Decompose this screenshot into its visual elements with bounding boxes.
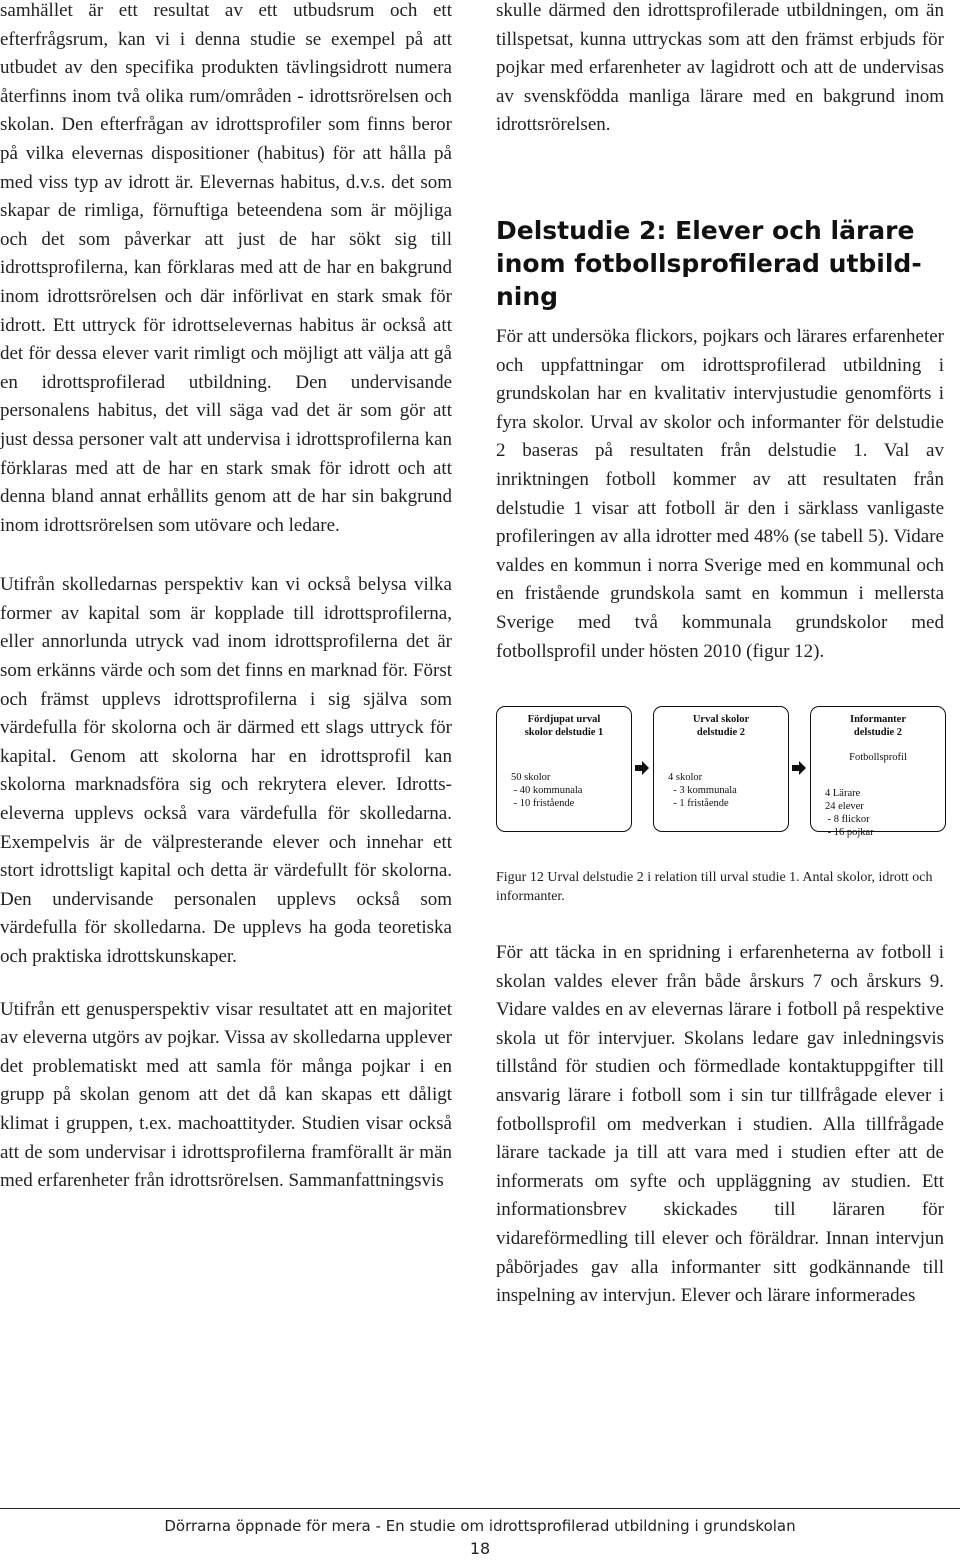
right-arrow-icon <box>634 760 650 776</box>
diagram-box-study2-informants <box>810 706 946 839</box>
body-paragraph: samhället är ett resultat av ett utbudsrum och ett efterfrågsrum, kan vi i denna studie se exempel på att utbudet av den specifika produkten tävlingsidrott numera återfinns inom två olika rum/områden - idrottsrörelsen och skolan. Den efterfrågan av idrottsprofiler som finns beror på vilka elevernas dispositioner (habitus) för att hålla på med viss typ av idrott är. Elevernas habitus, d.v.s. det som skapar de rimliga, förnuftiga beteendena som är möjliga och det som påverkar att just de har sökt sig till idrottsprofilerna, kan förklaras med att de har en bakgrund inom idrottsrörelsen och där införlivat en stark smak för idrott. Ett uttryck för idrottselevernas habitus är också att det för dessa elever varit rimligt och möjligt att välja att gå en idrottsprofilerad utbildning. Den undervisande personalens habitus, det vill säga vad det är som gör att just dessa personer valt att undervisa i idrottsprofilerna kan förklaras med att de har en stark smak för idrott och att denna bland annat erhållits genom att de har sin bakgrund inom idrottsrörelsen som utövare och ledare. <box>0 0 452 536</box>
footer-divider <box>0 1508 960 1509</box>
diagram-box-lines: 4 Lärare 24 elever - 8 flickor - 16 pojkar <box>825 788 874 839</box>
body-paragraph: skulle därmed den idrottsprofilerade utbildningen, om än tillspetsat, kunna uttryckas som att den främst erbjuds för pojkar med erfarenheter av lagidrott och att de undervisas av svenskfödda manliga lärare med en bakgrund inom idrottsrörelsen. <box>496 0 944 136</box>
left-column <box>0 0 452 1196</box>
body-paragraph: Utifrån ett genusperspektiv visar resultatet att en majoritet av eleverna utgörs av pojkar. Vissa av skolledarna upplever det problematiskt med att samla för många pojkar i en grupp på skolan genom att det då kan skapas ett dåligt klimat i gruppen, t.ex. machoattityder. Studien visar också att de som undervisar i idrottsprofilerna framförallt är män med erfarenheter från idrottsrörelsen. Sammanfattningsvis <box>0 998 452 1192</box>
diagram-box-study2-schools <box>653 706 789 832</box>
figure-caption: Figur 12 Urval delstudie 2 i relation till urval studie 1. Antal skolor, idrott och informanter. <box>496 870 933 905</box>
body-paragraph: För att täcka in en spridning i erfarenheterna av fotboll i skolan valdes elever från både årskurs 7 och årskurs 9. Vidare valdes en av elevernas lärare i fotboll på respektive skola ut för intervjuer. Skolans ledare gav inledningsvis tillstånd för studien och förmedlade kontaktuppgifter till ansvarig lärare i fotboll som i sin tur tillfrågade elever i fotbollsprofil om medverkan i studien. Alla tillfrågade lärare tackade ja till att vara med i studien efter att de informerats om syfte och uppläggning av studien. Ett informationsbrev skickades till läraren för vidareförmedling till elever och föräldrar. Innan intervjun påbörjades gav alla informanter sitt godkännande till inspelning av intervjun. Elever och lärare informerades <box>496 942 944 1307</box>
right-column <box>496 0 944 1311</box>
diagram-box-lines: 4 skolor - 3 kommunala - 1 fristående <box>668 772 737 810</box>
section-heading: Delstudie 2: Elever och lärare inom fotbollsprofilerad utbildning <box>496 215 922 311</box>
figure-12-diagram <box>496 692 944 868</box>
diagram-box-title: Informanter delstudie 2 <box>850 714 906 739</box>
diagram-box-title: Fördjupat urval skolor delstudie 1 <box>524 714 604 739</box>
body-paragraph: För att undersöka flickors, pojkars och lärares erfarenheter och uppfattningar om idrottsprofilerad utbildning i grundskolan har en kvalitativ intervjustudie genomförts i fyra skolor. Urval av skolor och informanter för delstudie 2 baseras på resultaten från delstudie 1. Val av inriktningen fotboll kommer av att resultaten från delstudie 1 visar att fotboll är den i särklass vanligaste profileringen av alla idrotter med 48% (se tabell 5). Vidare valdes en kommun i norra Sverige med en kommunal och en fristående grundskola samt en kommun i mellersta Sverige med två kommunala grundskolor med fotbollsprofil under hösten 2010 (figur 12). <box>496 325 944 662</box>
right-arrow-icon <box>791 760 807 776</box>
diagram-box-subtitle: Fotbollsprofil <box>849 752 907 764</box>
body-paragraph: Utifrån skolledarnas perspektiv kan vi också belysa vilka former av kapital som är kopplade till idrottsprofilerna, eller annorlunda utryck vad inom idrottsprofilerna det är som erkänns värde och som det finns en marknad för. Först och främst upplevs idrottsprofilerna i sig själva som värdefulla för skolorna och är därmed ett slags uttryck för kapital. Genom att skolorna har en idrottsprofil kan skolorna marknadsföra sig och rekrytera elever. Idrottseleverna upplevs också vara värdefulla för skolledarna. Exempelvis är de välpresterande elever och innehar ett stort idrottsligt kapital och detta är värdefullt för skolorna. Den undervisande personalen upplevs också som värdefulla för skolledarna. De upplevs ha goda teoretiska och praktiska idrottskunskaper. <box>0 574 452 967</box>
diagram-box-study1-sample <box>496 706 632 832</box>
diagram-box-lines: 50 skolor - 40 kommunala - 10 fristående <box>511 772 583 810</box>
diagram-box-title: Urval skolor delstudie 2 <box>692 714 750 739</box>
page-number: 18 <box>469 1539 491 1558</box>
footer-title: Dörrarna öppnade för mera - En studie om idrottsprofilerad utbildning i grundskolan <box>164 1517 796 1535</box>
